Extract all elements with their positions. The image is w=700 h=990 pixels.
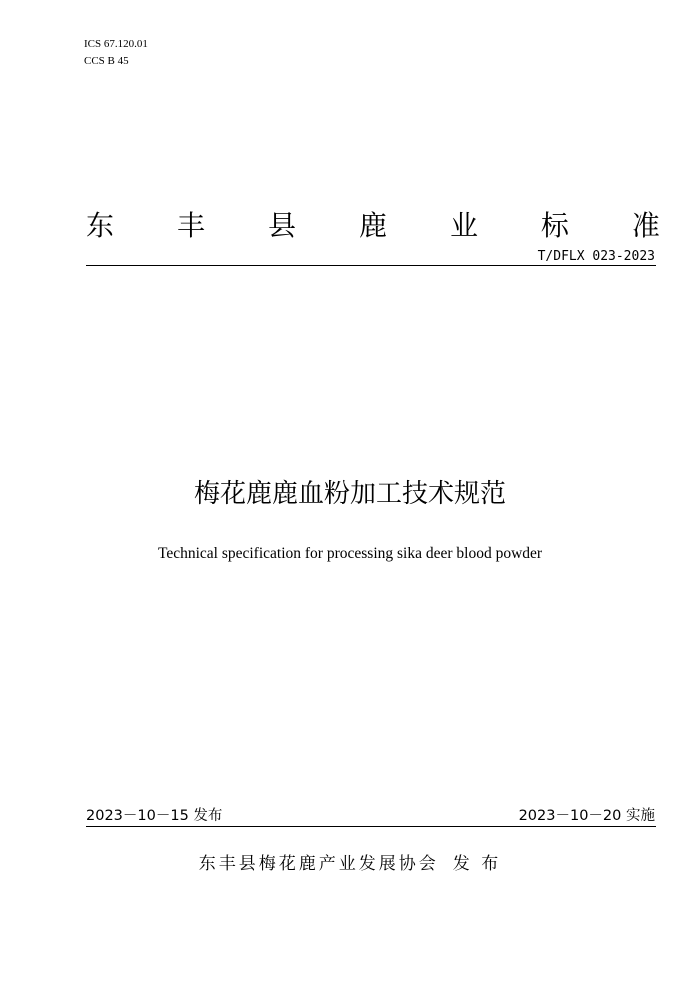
- standard-type-char: 东: [86, 209, 115, 242]
- chinese-title: 梅花鹿鹿血粉加工技术规范: [193, 479, 506, 509]
- ics-code: ICS 67.120.01: [84, 38, 148, 50]
- issuing-organization: [0, 852, 700, 876]
- date-divider: [86, 826, 656, 827]
- standard-type-char: 鹿: [358, 209, 387, 242]
- standard-type-char: 标: [540, 209, 569, 242]
- implementation-date: 2023－10－20 实施: [518, 808, 655, 824]
- issue-date: 2023－10－15 发布: [86, 808, 223, 824]
- ccs-code: CCS B 45: [84, 55, 129, 67]
- issuer-suffix: 发 布: [452, 854, 502, 874]
- standard-type-char: 县: [267, 209, 296, 242]
- standard-number: T/DFLX 023-2023: [537, 249, 655, 264]
- standard-type-char: 业: [449, 209, 478, 242]
- standard-type-char: 准: [631, 209, 660, 242]
- standard-type-char: 丰: [176, 209, 205, 242]
- issuer-name: 东丰县梅花鹿产业发展协会: [198, 854, 439, 874]
- standard-type-heading: [86, 208, 660, 244]
- header-divider: [86, 265, 656, 266]
- classification-codes: [84, 36, 148, 70]
- english-title: Technical specification for processing sika deer blood powder: [157, 545, 543, 562]
